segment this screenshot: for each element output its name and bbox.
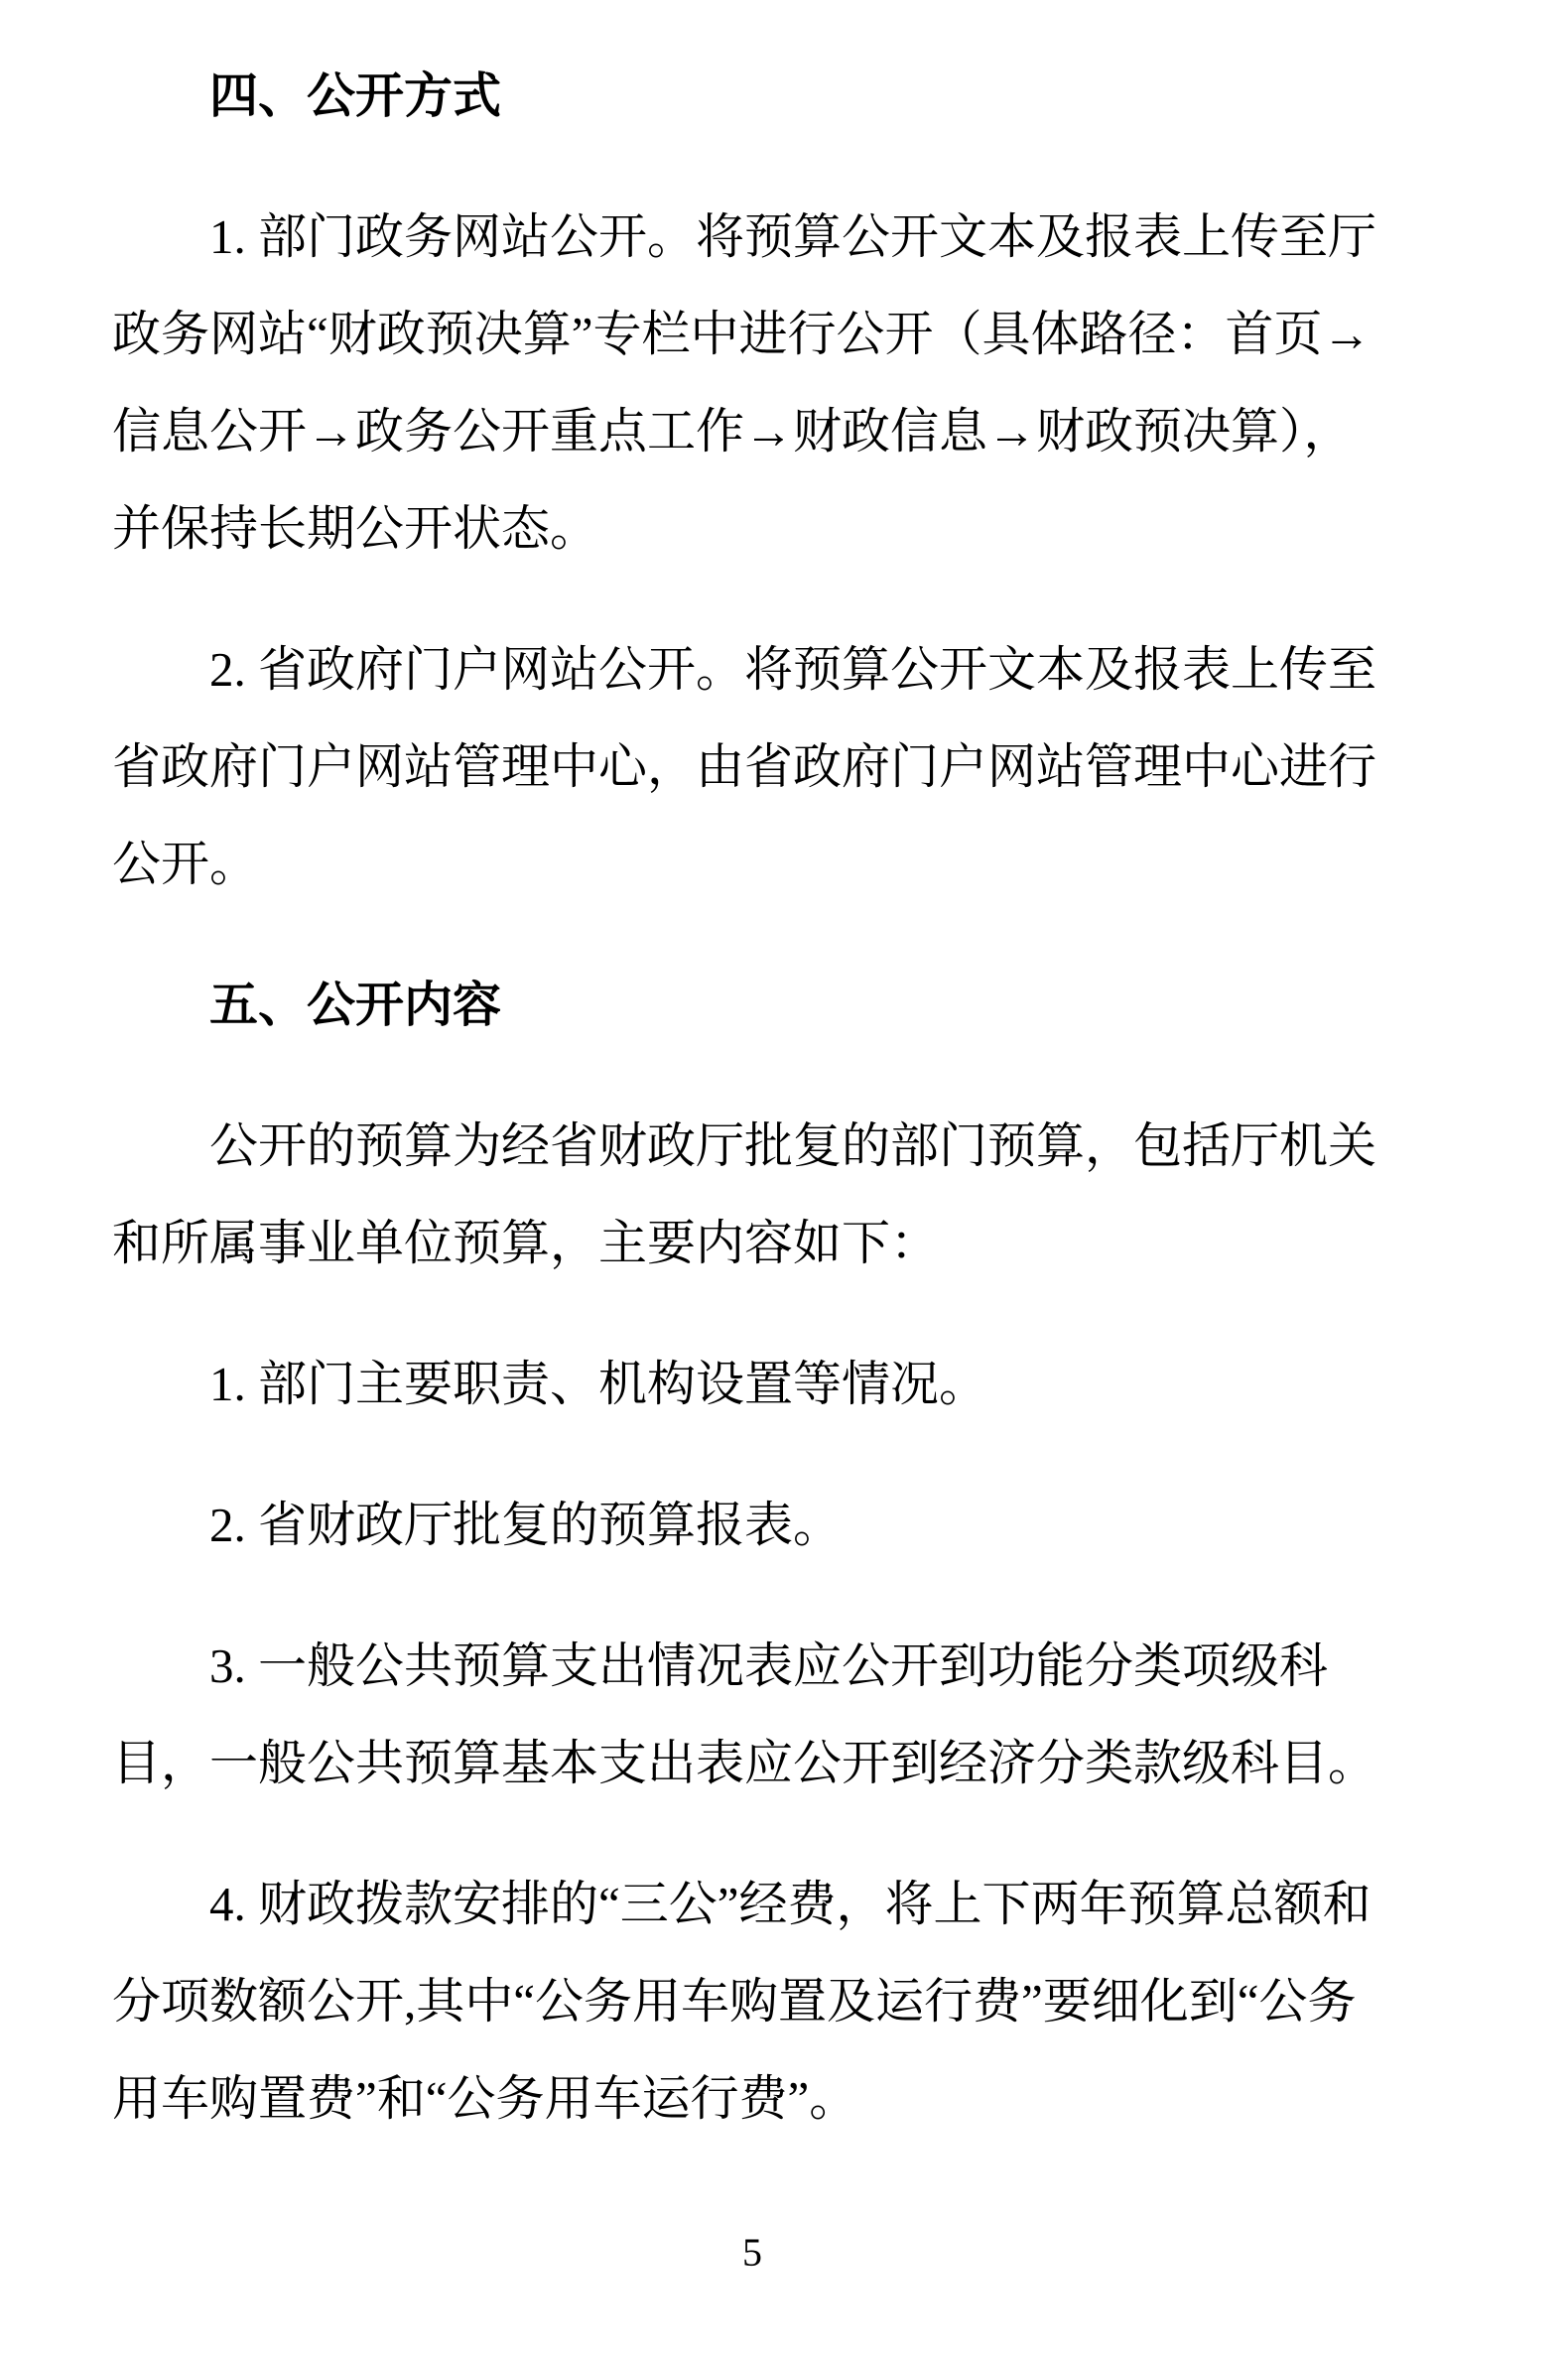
text-line: 1. 部门政务网站公开。将预算公开文本及报表上传至厅 xyxy=(209,209,1377,264)
text-line: 4. 财政拨款安排的“三公”经费，将上下两年预算总额和 xyxy=(209,1877,1372,1931)
section-heading: 五、公开内容 xyxy=(209,978,502,1032)
text-line: 公开。 xyxy=(112,837,259,891)
text-line: 信息公开→政务公开重点工作→财政信息→财政预决算）， xyxy=(112,404,1353,458)
paragraph xyxy=(112,1477,1451,1574)
section-heading: 四、公开方式 xyxy=(209,68,502,123)
text-line: 2. 省财政厅批复的预算报表。 xyxy=(209,1498,843,1552)
text-line: 并保持长期公开状态。 xyxy=(112,501,599,556)
paragraph xyxy=(112,1618,1451,1812)
text-line: 省政府门户网站管理中心，由省政府门户网站管理中心进行 xyxy=(112,739,1377,794)
text-line: 3. 一般公共预算支出情况表应公开到功能分类项级科 xyxy=(209,1638,1329,1693)
text-line: 公开的预算为经省财政厅批复的部门预算，包括厅机关 xyxy=(209,1118,1377,1173)
paragraph xyxy=(112,1856,1451,2148)
text-line: 和所属事业单位预算，主要内容如下： xyxy=(112,1216,940,1270)
page-number: 5 xyxy=(742,2230,762,2275)
text-line: 分项数额公开,其中“公务用车购置及运行费”要细化到“公务 xyxy=(112,1974,1357,2029)
paragraph xyxy=(112,1336,1451,1433)
text-line: 政务网站“财政预决算”专栏中进行公开（具体路径：首页→ xyxy=(112,307,1372,361)
document-body xyxy=(112,48,1451,2148)
text-line: 目，一般公共预算基本支出表应公开到经济分类款级科目。 xyxy=(112,1736,1377,1790)
paragraph xyxy=(112,621,1451,913)
paragraph xyxy=(112,1098,1451,1292)
text-line: 用车购置费”和“公务用车运行费”。 xyxy=(112,2071,858,2126)
text-line: 2. 省政府门户网站公开。将预算公开文本及报表上传至 xyxy=(209,642,1377,697)
paragraph xyxy=(112,189,1451,578)
text-line: 1. 部门主要职责、机构设置等情况。 xyxy=(209,1357,988,1411)
